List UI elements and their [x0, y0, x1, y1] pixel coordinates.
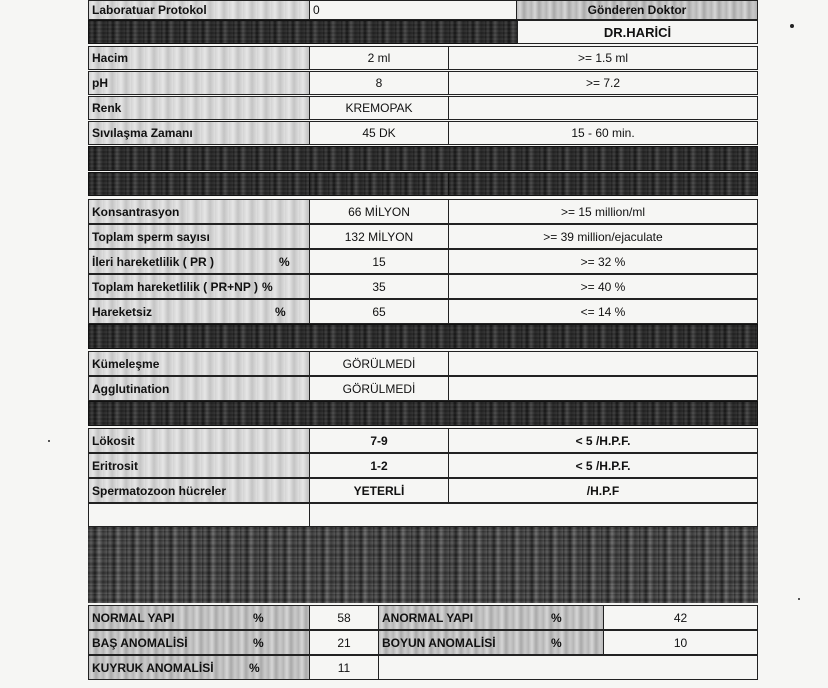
table-row-reference: <= 14 % [448, 299, 758, 324]
table-row-label [88, 274, 310, 299]
morph-value: 10 [603, 630, 758, 655]
morph-label-text: NORMAL YAPI [92, 610, 175, 625]
scan-speck [790, 24, 794, 28]
morph-label [88, 605, 310, 630]
row-label-text: Toplam sperm sayısı [92, 229, 210, 244]
morph-label [378, 605, 604, 630]
table-row-reference [448, 351, 758, 376]
row-unit: % [261, 279, 273, 294]
table-row-reference [448, 376, 758, 401]
row-unit: % [279, 254, 290, 269]
morph-label-text: BOYUN ANOMALİSİ [382, 635, 496, 650]
morph-label-text: BAŞ ANOMALİSİ [92, 635, 188, 650]
table-row-reference: >= 40 % [448, 274, 758, 299]
morph-value: 11 [309, 655, 379, 680]
section-header-macroscopic [88, 20, 518, 44]
table-row-reference: /H.P.F [448, 478, 758, 503]
table-row-value: 2 ml [309, 46, 449, 70]
lab-protocol-label: Laboratuar Protokol [88, 0, 310, 20]
morph-label [88, 655, 310, 680]
table-row-label: Kümeleşme [88, 351, 310, 376]
table-row-reference: 15 - 60 min. [448, 121, 758, 145]
section-header-morphology [88, 527, 758, 603]
morph-unit: % [253, 610, 264, 625]
empty-cell [378, 655, 758, 680]
scan-speck [48, 440, 50, 442]
table-row-label: pH [88, 71, 310, 95]
table-row-reference: < 5 /H.P.F. [448, 453, 758, 478]
morph-value: 42 [603, 605, 758, 630]
table-row-value: 8 [309, 71, 449, 95]
table-row-label [88, 224, 310, 249]
column-header-reference [448, 172, 758, 196]
table-row-value: 45 DK [309, 121, 449, 145]
table-row-value: 35 [309, 274, 449, 299]
table-row-reference: >= 1.5 ml [448, 46, 758, 70]
morph-value: 21 [309, 630, 379, 655]
table-row-label: Renk [88, 96, 310, 120]
row-unit: % [275, 304, 286, 319]
row-label-text: Hareketsiz [92, 304, 153, 319]
table-row-reference: >= 32 % [448, 249, 758, 274]
table-row-label [88, 299, 310, 324]
table-row-reference [448, 96, 758, 120]
table-row-value: 132 MİLYON [309, 224, 449, 249]
empty-cell [309, 503, 758, 527]
table-row-value: 66 MİLYON [309, 199, 449, 224]
table-row-value: KREMOPAK [309, 96, 449, 120]
column-header-result [309, 172, 449, 196]
referring-doctor-label: Gönderen Doktor [516, 0, 758, 20]
table-row-value: YETERLİ [309, 478, 449, 503]
morph-unit: % [249, 660, 260, 675]
morph-unit: % [551, 635, 562, 650]
morph-unit: % [253, 635, 264, 650]
table-row-reference: >= 7.2 [448, 71, 758, 95]
section-header-aggregation [88, 324, 758, 349]
morph-label-text: KUYRUK ANOMALİSİ [92, 660, 214, 675]
table-row-reference: < 5 /H.P.F. [448, 428, 758, 453]
table-row-value: 65 [309, 299, 449, 324]
section-header-test-results [88, 146, 758, 171]
morph-unit: % [551, 610, 562, 625]
table-row-label [88, 249, 310, 274]
table-row-label: Agglutination [88, 376, 310, 401]
table-row-label [88, 199, 310, 224]
empty-cell [88, 503, 310, 527]
table-row-label: Sıvılaşma Zamanı [88, 121, 310, 145]
morph-value: 58 [309, 605, 379, 630]
scan-speck [798, 598, 800, 600]
table-row-value: 1-2 [309, 453, 449, 478]
table-row-value: GÖRÜLMEDİ [309, 376, 449, 401]
table-row-reference: >= 15 million/ml [448, 199, 758, 224]
morph-label [88, 630, 310, 655]
table-row-reference: >= 39 million/ejaculate [448, 224, 758, 249]
table-row-value: 7-9 [309, 428, 449, 453]
table-row-label: Hacim [88, 46, 310, 70]
column-header-test [88, 172, 310, 196]
table-row-value: 15 [309, 249, 449, 274]
morph-label-text: ANORMAL YAPI [382, 610, 474, 625]
row-label-text: Konsantrasyon [92, 204, 180, 219]
row-label-text: İleri hareketlilik ( PR ) [92, 254, 215, 269]
table-row-label: Lökosit [88, 428, 310, 453]
row-label-text: Toplam hareketlilik ( PR+NP ) [92, 279, 258, 294]
table-row-value: GÖRÜLMEDİ [309, 351, 449, 376]
morph-label [378, 630, 604, 655]
section-header-cells [88, 401, 758, 426]
lab-protocol-value: 0 [309, 0, 517, 20]
table-row-label: Spermatozoon hücreler [88, 478, 310, 503]
referring-doctor-value: DR.HARİCİ [517, 20, 758, 44]
table-row-label: Eritrosit [88, 453, 310, 478]
